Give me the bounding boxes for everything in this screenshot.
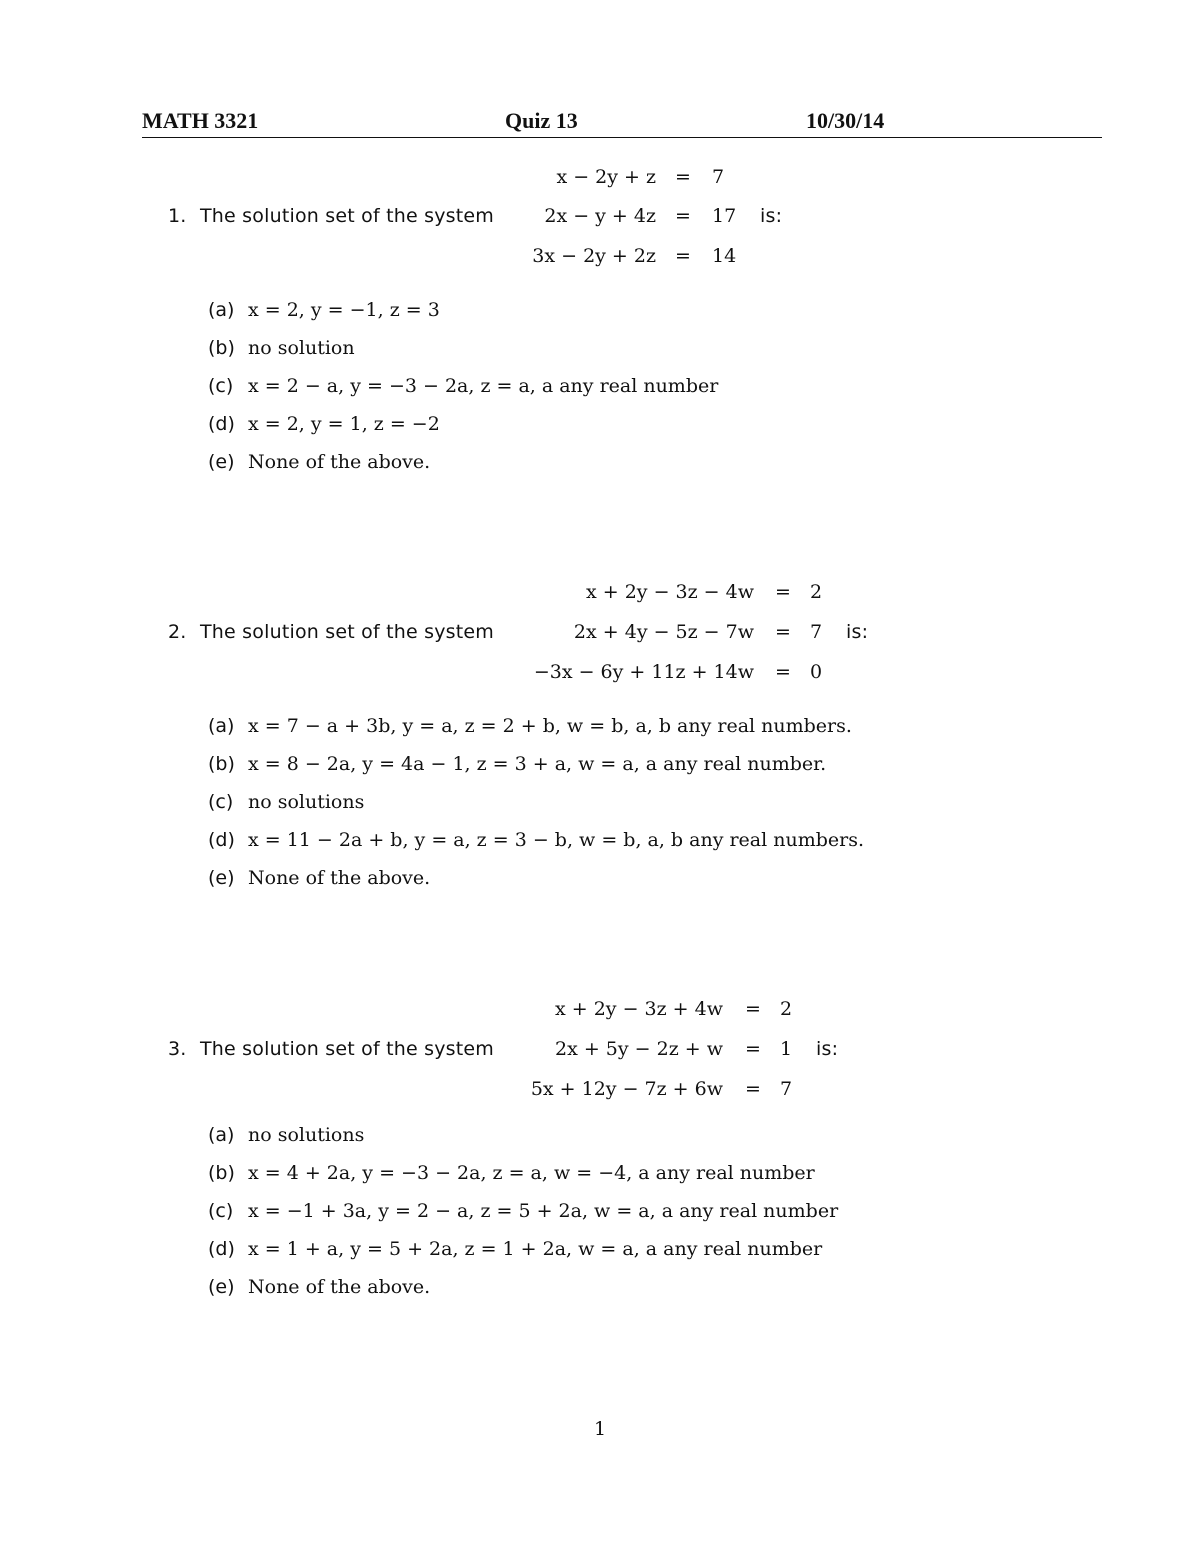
answer-option [208,867,430,889]
question-prompt: The solution set of the system [200,1038,494,1060]
option-label: (b) [208,1162,235,1184]
equation-equals: = [775,581,791,603]
option-label: (d) [208,1238,235,1260]
equation-lhs: x + 2y − 3z − 4w [586,581,754,603]
option-text: no solutions [248,791,365,813]
equation-rhs: 7 [780,1078,793,1100]
question-number: 3. [168,1038,187,1060]
option-text: x = 2 − a, y = −3 − 2a, z = a, a any real number [248,375,719,397]
option-label: (e) [208,451,235,473]
quiz-title: Quiz 13 [505,108,578,133]
quiz-date: 10/30/14 [806,108,885,133]
answer-option [208,715,852,737]
equation-lhs: 2x + 5y − 2z + w [555,1038,723,1060]
equation-equals: = [775,621,791,643]
equation-rhs: 7 [810,621,823,643]
option-label: (d) [208,829,235,851]
course-code: MATH 3321 [142,108,259,133]
option-label: (b) [208,753,235,775]
question-suffix: is: [846,621,869,643]
question-suffix: is: [760,205,783,227]
option-text: x = 2, y = −1, z = 3 [248,299,440,321]
equation-lhs: x + 2y − 3z + 4w [555,998,723,1020]
answer-option [208,829,864,851]
answer-option [208,451,430,473]
option-text: x = 1 + a, y = 5 + 2a, z = 1 + 2a, w = a, a any real number [248,1238,823,1260]
answer-option [208,1124,364,1146]
answer-option [208,1200,838,1222]
equation-rhs: 7 [712,166,725,188]
answer-option [208,1238,822,1260]
option-label: (c) [208,791,234,813]
option-text: None of the above. [248,451,431,473]
option-label: (b) [208,337,235,359]
equation-equals: = [675,205,691,227]
equation-equals: = [675,166,691,188]
option-label: (a) [208,715,235,737]
option-text: None of the above. [248,1276,431,1298]
answer-option [208,1162,815,1184]
option-text: x = 8 − 2a, y = 4a − 1, z = 3 + a, w = a, a any real number. [248,753,827,775]
equation-equals: = [745,1038,761,1060]
equation-rhs: 2 [780,998,793,1020]
option-text: x = 7 − a + 3b, y = a, z = 2 + b, w = b, a, b any real numbers. [248,715,852,737]
answer-option [208,299,440,321]
answer-option [208,413,440,435]
equation-rhs: 14 [712,245,737,267]
option-label: (a) [208,299,235,321]
answer-option [208,337,355,359]
answer-option [208,1276,430,1298]
option-text: x = 11 − 2a + b, y = a, z = 3 − b, w = b, a, b any real numbers. [248,829,865,851]
option-label: (c) [208,375,234,397]
equation-rhs: 0 [810,661,823,683]
option-text: no solutions [248,1124,365,1146]
equation-rhs: 1 [780,1038,793,1060]
equation-equals: = [775,661,791,683]
option-label: (d) [208,413,235,435]
option-text: None of the above. [248,867,431,889]
question-suffix: is: [816,1038,839,1060]
option-text: x = 4 + 2a, y = −3 − 2a, z = a, w = −4, a any real number [248,1162,815,1184]
answer-option [208,375,718,397]
equation-lhs: 3x − 2y + 2z [532,245,656,267]
answer-option [208,791,364,813]
question-number: 2. [168,621,187,643]
option-text: no solution [248,337,355,359]
question-prompt: The solution set of the system [200,205,494,227]
option-label: (e) [208,1276,235,1298]
option-label: (e) [208,867,235,889]
equation-equals: = [675,245,691,267]
page-number: 1 [594,1418,607,1440]
question-prompt: The solution set of the system [200,621,494,643]
equation-lhs: −3x − 6y + 11z + 14w [533,661,754,683]
question-number: 1. [168,205,187,227]
answer-option [208,753,826,775]
equation-lhs: x − 2y + z [556,166,656,188]
equation-lhs: 2x + 4y − 5z − 7w [573,621,754,643]
option-text: x = −1 + 3a, y = 2 − a, z = 5 + 2a, w = a, a any real number [248,1200,839,1222]
option-label: (a) [208,1124,235,1146]
equation-lhs: 5x + 12y − 7z + 6w [530,1078,723,1100]
equation-equals: = [745,998,761,1020]
equation-equals: = [745,1078,761,1100]
header-rule [142,137,1102,138]
equation-lhs: 2x − y + 4z [544,205,656,227]
option-label: (c) [208,1200,234,1222]
option-text: x = 2, y = 1, z = −2 [248,413,440,435]
equation-rhs: 17 [712,205,737,227]
equation-rhs: 2 [810,581,823,603]
